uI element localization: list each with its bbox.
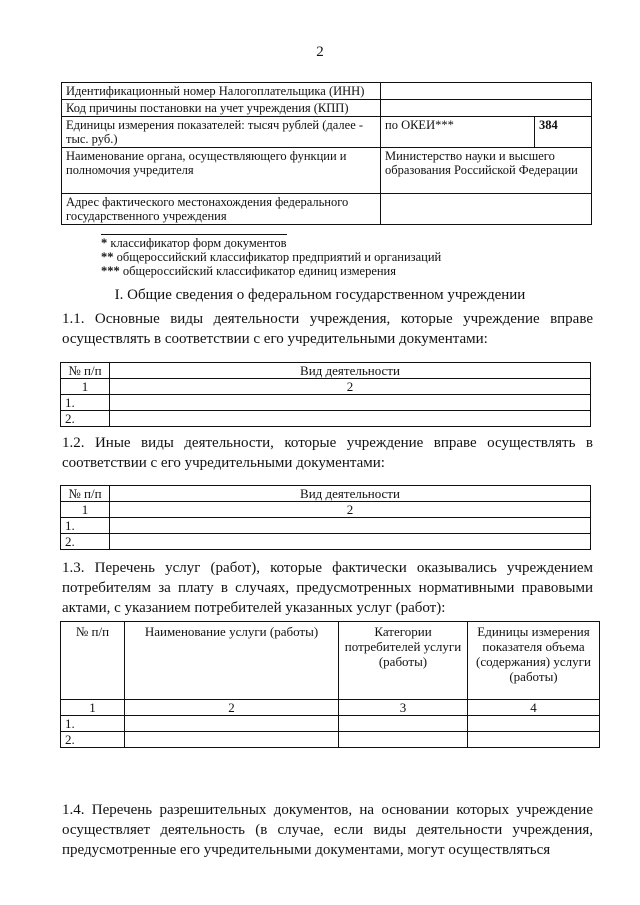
inn-value (381, 83, 592, 100)
col-number-1: 1 (61, 502, 110, 518)
activities-table (60, 362, 591, 427)
col-number-2: 2 (110, 379, 591, 395)
col-number-3: 3 (339, 700, 468, 716)
footnote-3: *** общероссийский классификатор единиц измерения (101, 264, 396, 278)
services-table (60, 621, 600, 748)
paragraph-1-2: 1.2. Иные виды деятельности, которые учреждение вправе осуществлять в соответствии с его учредительными документами: (62, 435, 593, 471)
footnote-2: ** общероссийский классификатор предприятий и организаций (101, 250, 442, 264)
col-number-1: 1 (61, 379, 110, 395)
section-title: I. Общие сведения о федеральном государственном учреждении (114, 287, 526, 303)
table-row: 1. (61, 716, 600, 732)
page-number: 2 (316, 44, 324, 60)
organ-label: Наименование органа, осуществляющего функции и полномочия учредителя (62, 148, 381, 194)
col-header-activity: Вид деятельности (110, 363, 591, 379)
col-header-number: № п/п (61, 486, 110, 502)
paragraph-1-4: 1.4. Перечень разрешительных документов, на основании которых учреждение осуществляет деятельность (в случае, если виды деятельности учреждения, предусмотренные его учредительными документами, могут осуществляться (62, 802, 593, 858)
header-table (61, 82, 592, 225)
col-header-service: Наименование услуги (работы) (125, 622, 339, 700)
address-value (381, 194, 592, 225)
other-activities-table (60, 485, 591, 550)
units-label: Единицы измерения показателей: тысяч рублей (далее - тыс. руб.) (62, 117, 381, 148)
paragraph-1-3: 1.3. Перечень услуг (работ), которые фактически оказывались учреждением потребителям за плату в случаях, предусмотренных нормативными правовыми актами, с указанием потребителей указанных услуг (работ): (62, 560, 593, 616)
col-header-units: Единицы измерения показателя объема (содержания) услуги (работы) (468, 622, 600, 700)
footnote-1: * классификатор форм документов (101, 236, 287, 250)
kpp-value (381, 100, 592, 117)
address-label: Адрес фактического местонахождения федерального государственного учреждения (62, 194, 381, 225)
organ-value: Министерство науки и высшего образования Российской Федерации (381, 148, 592, 194)
table-row: 2. (61, 534, 591, 550)
table-row: 1. (61, 395, 591, 411)
inn-label: Идентификационный номер Налогоплательщика (ИНН) (62, 83, 381, 100)
col-header-consumers: Категории потребителей услуги (работы) (339, 622, 468, 700)
okei-label: по ОКЕИ*** (381, 117, 535, 148)
paragraph-1-1: 1.1. Основные виды деятельности учреждения, которые учреждение вправе осуществлять в соответствии с его учредительными документами: (62, 311, 593, 347)
col-number-2: 2 (125, 700, 339, 716)
table-row: 2. (61, 411, 591, 427)
table-row: 1. (61, 518, 591, 534)
col-number-1: 1 (61, 700, 125, 716)
okei-value: 384 (535, 117, 592, 148)
col-header-number: № п/п (61, 363, 110, 379)
kpp-label: Код причины постановки на учет учреждения (КПП) (62, 100, 381, 117)
col-header-activity: Вид деятельности (110, 486, 591, 502)
col-number-2: 2 (110, 502, 591, 518)
col-number-4: 4 (468, 700, 600, 716)
table-row: 2. (61, 732, 600, 748)
col-header-number: № п/п (61, 622, 125, 700)
footnote-divider (101, 234, 287, 235)
